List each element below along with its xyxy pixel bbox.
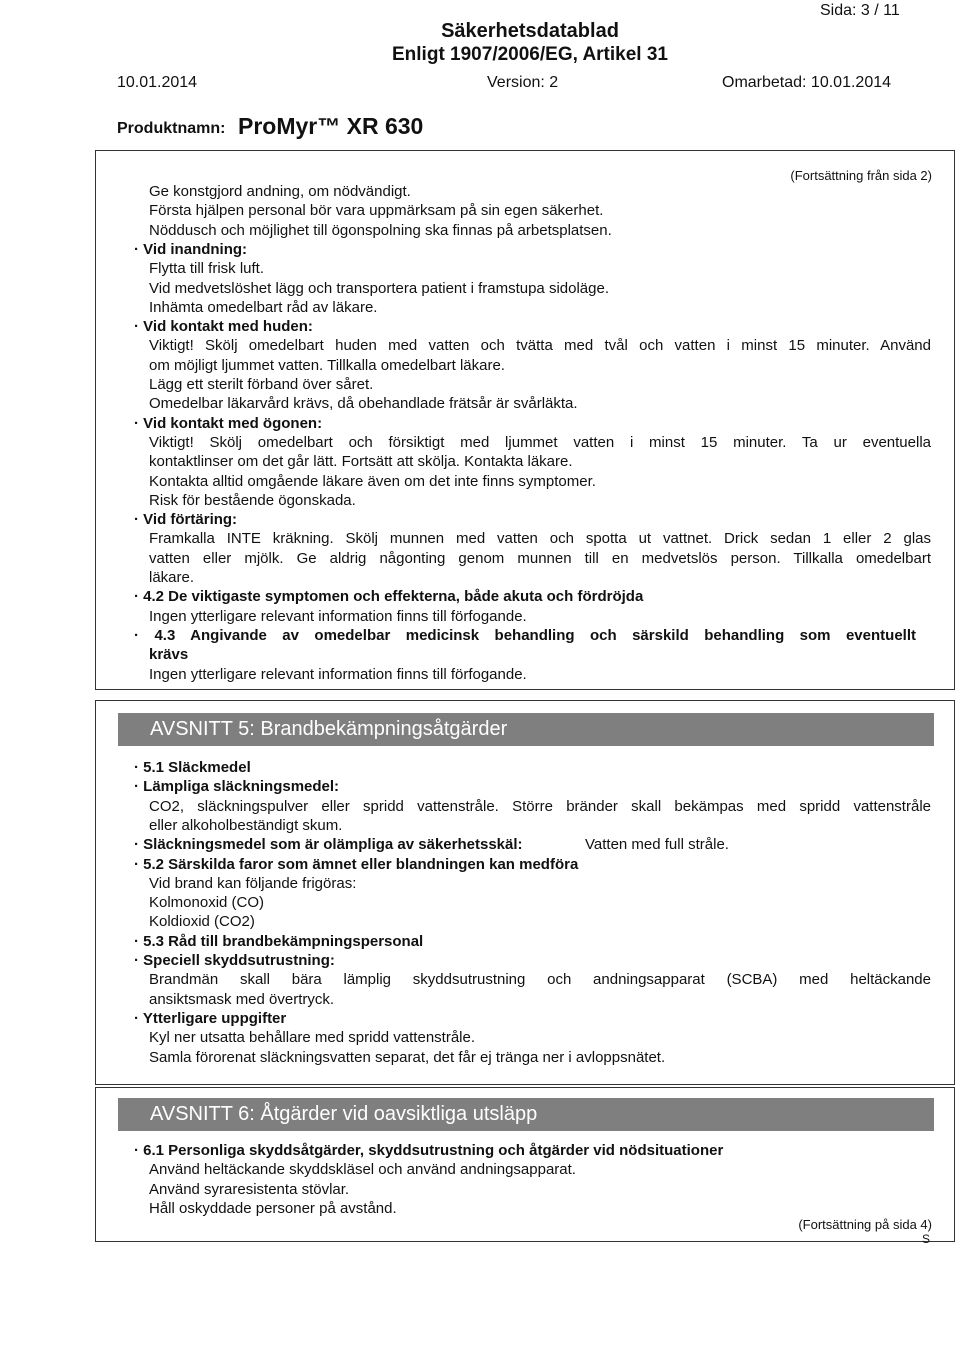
text-line: Flytta till frisk luft. — [149, 260, 265, 278]
text-line: CO2, släckningspulver eller spridd vattenstråle. Större bränder skall bekämpas med spridd vattenstråle — [149, 797, 931, 815]
text-line: Nöddusch och möjlighet till ögonspolning ska finnas på arbetsplatsen. — [149, 221, 612, 239]
text-line: Koldioxid (CO2) — [149, 913, 255, 931]
text-line: · Släckningsmedel som är olämpliga av säkerhetsskäl: — [134, 836, 523, 854]
text-line: Vid brand kan följande frigöras: — [149, 874, 357, 892]
text-line: vatten eller mjölk. Ge aldrig någonting genom munnen till en medvetslös person. Tillkalla omedelbart — [149, 549, 931, 567]
product-label: Produktnamn: — [117, 120, 226, 137]
text-line: om möjligt ljummet vatten. Tillkalla omedelbart läkare. — [149, 356, 505, 374]
footer-mark: S — [922, 1232, 931, 1246]
text-line: Viktigt! Skölj omedelbart huden med vatten och tvätta med tvål och vatten i minst 15 minuter. Använd — [149, 337, 931, 355]
text-line: · Vid kontakt med ögonen: — [134, 414, 323, 432]
text-line: · Vid förtäring: — [134, 511, 238, 529]
text-line: Samla förorenat släckningsvatten separat, det får ej tränga ner i avloppsnätet. — [149, 1048, 666, 1066]
text-line: Omedelbar läkarvård krävs, då obehandlade frätsår är svårläkta. — [149, 395, 578, 413]
header-date: 10.01.2014 — [117, 74, 198, 91]
section6-heading: AVSNITT 6: Åtgärder vid oavsiktliga utsläpp — [118, 1098, 934, 1131]
text-line: Brandmän skall bära lämplig skyddsutrustning och andningsapparat (SCBA) med heltäckande — [149, 971, 931, 989]
document-subtitle: Enligt 1907/2006/EG, Artikel 31 — [392, 44, 668, 65]
text-line: Använd heltäckande skyddskläsel och använd andningsapparat. — [149, 1161, 576, 1179]
text-line: · 5.2 Särskilda faror som ämnet eller blandningen kan medföra — [134, 855, 579, 873]
text-line: · 4.2 De viktigaste symptomen och effekterna, både akuta och fördröjda — [134, 588, 644, 606]
header-version: Version: 2 — [487, 74, 559, 91]
header-revised: Omarbetad: 10.01.2014 — [722, 74, 892, 91]
text-line: Ge konstgjord andning, om nödvändigt. — [149, 183, 411, 200]
text-line: · 5.3 Råd till brandbekämpningspersonal — [134, 932, 424, 950]
text-line: · 6.1 Personliga skyddsåtgärder, skyddsutrustning och åtgärder vid nödsituationer — [134, 1142, 724, 1159]
text-line: ansiktsmask med övertryck. — [149, 990, 335, 1008]
text-line: · Lämpliga släckningsmedel: — [134, 778, 340, 796]
text-line: Ingen ytterligare relevant information finns till förfogande. — [149, 665, 527, 683]
text-line: · 5.1 Släckmedel — [134, 759, 251, 776]
text-line: Inhämta omedelbart råd av läkare. — [149, 298, 378, 316]
text-line: Kyl ner utsatta behållare med spridd vattenstråle. — [149, 1029, 476, 1047]
product-name: ProMyr™ XR 630 — [238, 113, 424, 139]
text-line: Kontakta alltid omgående läkare även om det inte finns symptomer. — [149, 472, 596, 490]
text-line: kontaktlinser om det går lätt. Fortsätt att skölja. Kontakta läkare. — [149, 453, 573, 471]
text-line: · Ytterligare uppgifter — [134, 1009, 287, 1027]
section5-heading: AVSNITT 5: Brandbekämpningsåtgärder — [118, 713, 934, 746]
text-line: · 4.3 Angivande av omedelbar medicinsk behandling och särskild behandling som eventuellt — [134, 626, 916, 644]
section5-box — [95, 700, 955, 1085]
section6-box — [95, 1087, 955, 1242]
text-line: Kolmonoxid (CO) — [149, 894, 265, 912]
text-line: Håll oskyddade personer på avstånd. — [149, 1199, 397, 1217]
text-line: · Vid inandning: — [134, 240, 248, 258]
text-line: Framkalla INTE kräkning. Skölj munnen med vatten och spotta ut vattnet. Drick sedan 1 eller 2 glas — [149, 530, 931, 548]
section4-continuation-box — [95, 150, 955, 690]
text-line: · Speciell skyddsutrustning: — [134, 952, 335, 969]
document-title: Säkerhetsdatablad — [441, 20, 619, 42]
text-line: Risk för bestående ögonskada. — [149, 491, 356, 509]
text-line: krävs — [149, 646, 189, 664]
text-line: Ingen ytterligare relevant information finns till förfogande. — [149, 607, 527, 625]
text-line: Viktigt! Skölj omedelbart och försiktigt med ljummet vatten i minst 15 minuter. Ta ur eventuella — [149, 433, 931, 451]
text-line: Vid medvetslöshet lägg och transportera patient i framstupa sidoläge. — [149, 279, 609, 297]
page-number: Sida: 3 / 11 — [820, 2, 900, 19]
text-line: Vatten med full stråle. — [585, 836, 729, 854]
text-line: · Vid kontakt med huden: — [134, 318, 313, 336]
text-line: läkare. — [149, 569, 195, 586]
text-line: Första hjälpen personal bör vara uppmärksam på sin egen säkerhet. — [149, 202, 604, 220]
text-line: Lägg ett sterilt förband över såret. — [149, 376, 374, 393]
continued-from-note: (Fortsättning från sida 2) — [790, 168, 932, 183]
text-line: eller alkoholbeständigt skum. — [149, 816, 343, 834]
continued-to-note: (Fortsättning på sida 4) — [798, 1217, 932, 1232]
text-line: Använd syraresistenta stövlar. — [149, 1180, 350, 1198]
